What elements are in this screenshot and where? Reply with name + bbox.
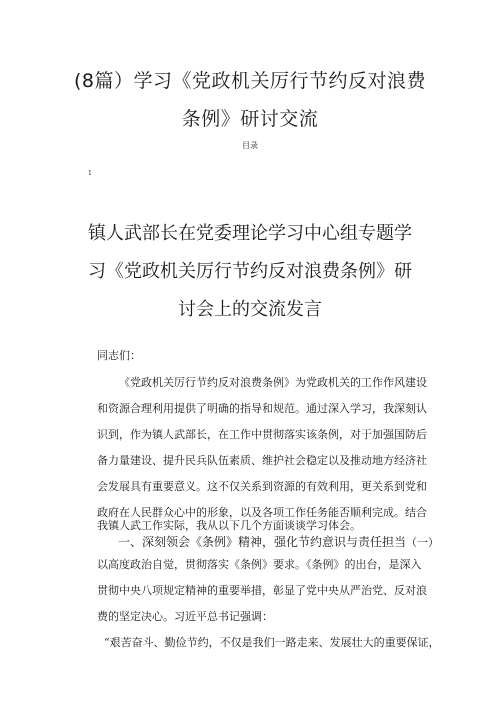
document-title-line-2: 条例》研讨交流 <box>181 108 319 130</box>
toc-entry-number: 1 <box>88 170 92 177</box>
paragraph-line: 以高度政治自觉，贯彻落实《条例》要求。《条例》的出台，是深入 <box>97 558 422 571</box>
quote-line: “艰苦奋斗、勤俭节约，不仅是我们一路走来、发展壮大的重要保证， <box>104 636 440 649</box>
speech-title-line-1: 镇人武部长在党委理论学习中心组专题学 <box>88 223 412 244</box>
paragraph-line: 会发展具有重要意义。这不仅关系到资源的有效利用，更关系到党和 <box>97 480 427 493</box>
salutation: 同志们： <box>97 349 141 362</box>
speech-title-line-2: 习《党政机关厉行节约反对浪费条例》研 <box>88 261 412 282</box>
document-title-line-1: (8篇）学习《党政机关厉行节约反对浪费 <box>73 70 426 92</box>
paragraph-line: 和资源合理利用提供了明确的指导和规范。通过深入学习，我深刻认 <box>97 402 427 415</box>
section-heading-text: 一、深刻领会《条例》精神，强化节约意识与责任担当 <box>118 535 407 549</box>
paragraph-line: 备力量建设、提升民兵队伍素质、维护社会稳定以及推动地方经济社 <box>97 454 427 467</box>
paragraph-line: 费的坚定决心。习近平总书记强调： <box>97 610 273 623</box>
paragraph-line: 政府在人民群众心中的形象，以及各项工作任务能否顺利完成。结合 <box>97 506 427 519</box>
paragraph-line: 贯彻中央八项规定精神的重要举措，彰显了党中央从严治党、反对浪 <box>97 584 427 597</box>
speech-title-line-3: 讨会上的交流发言 <box>178 299 322 320</box>
subsection-number: （一） <box>406 536 440 549</box>
paragraph-line: 识到，作为镇人武部长，在工作中贯彻落实该条例，对于加强国防后 <box>97 428 427 441</box>
paragraph-line: 《党政机关厉行节约反对浪费条例》为党政机关的工作作风建设 <box>119 376 427 389</box>
paragraph-line: 我镇人武工作实际，我从以下几个方面谈谈学习体会。 <box>97 519 361 532</box>
toc-label: 目录 <box>242 141 258 150</box>
section-heading-1 <box>118 534 439 551</box>
